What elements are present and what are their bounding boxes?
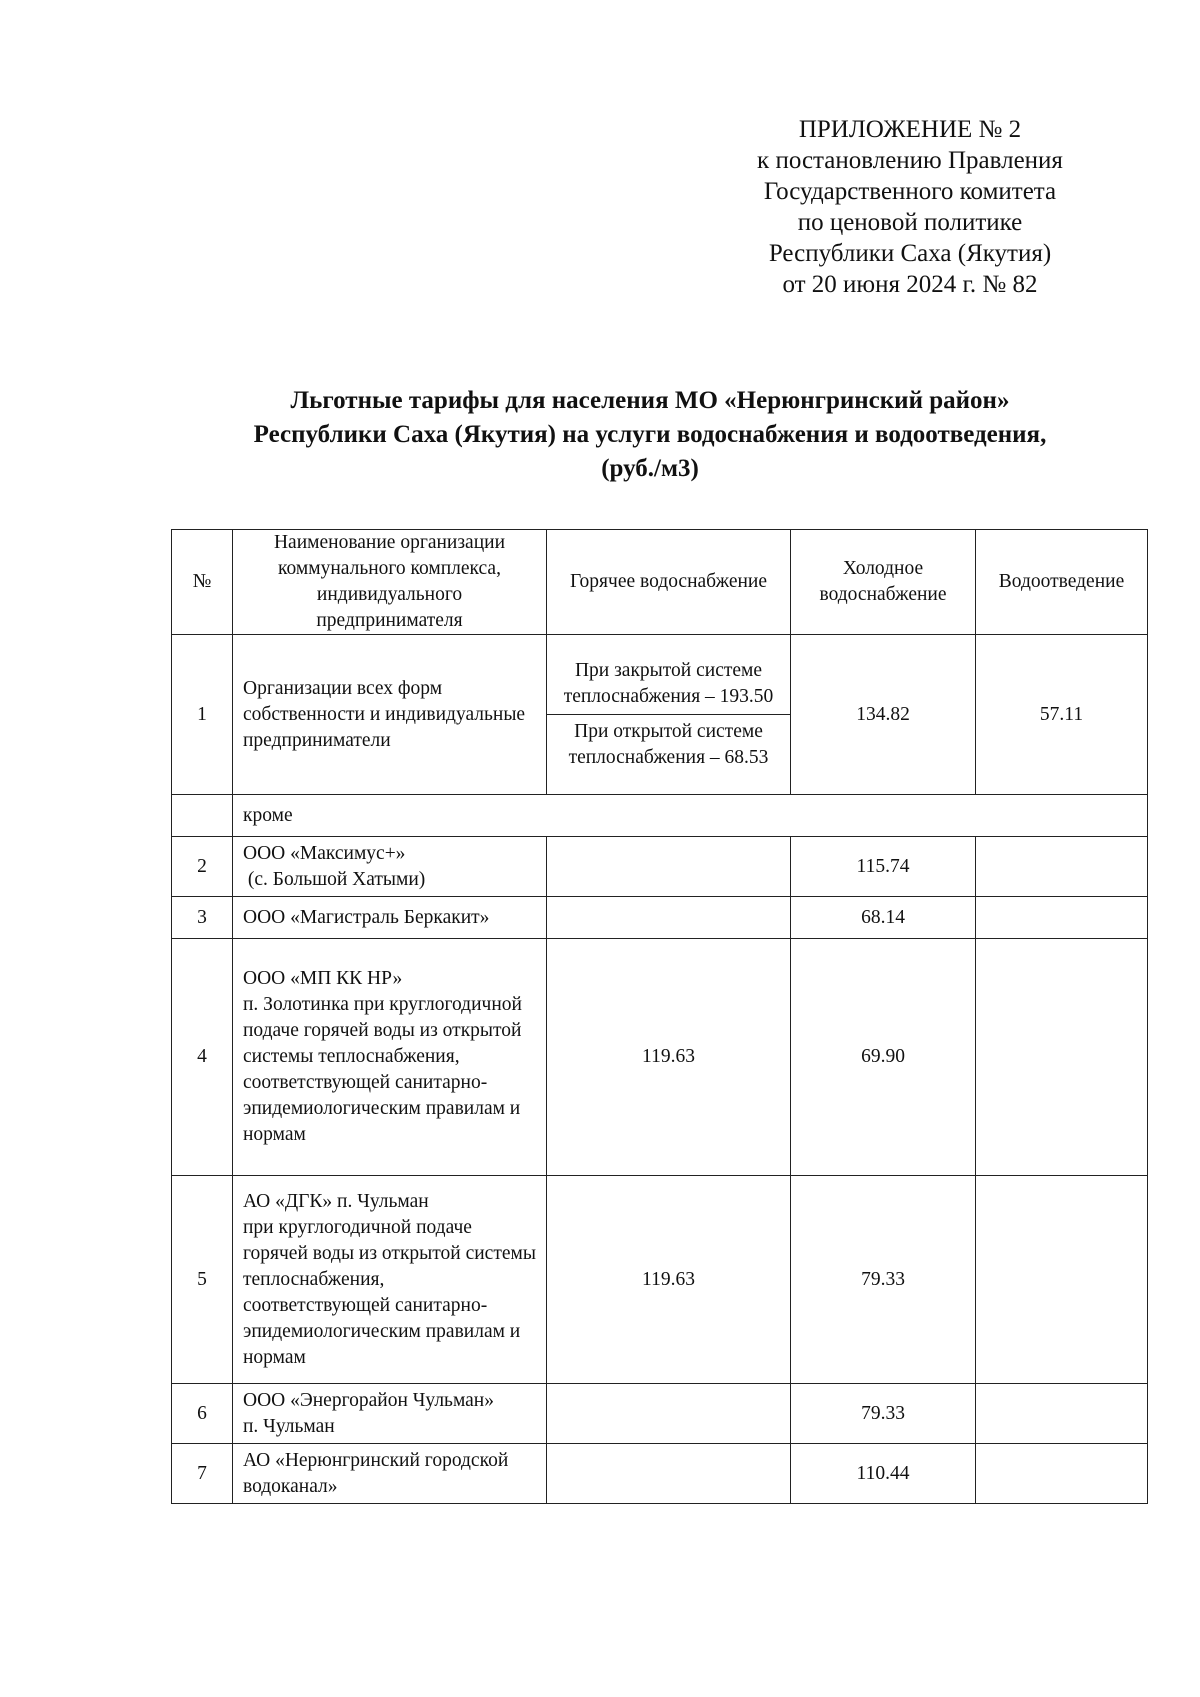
org-condition: при круглогодичной подаче горячей воды из открытой системы теплоснабжения, соответствующей санитарно-эпидемиологическим правилам и нормам xyxy=(243,1216,536,1368)
table-header-row xyxy=(172,530,1148,635)
table-row xyxy=(172,1384,1148,1444)
tariff-table xyxy=(171,529,1148,1504)
appendix-number: ПРИЛОЖЕНИЕ № 2 xyxy=(798,116,1022,143)
table-row xyxy=(172,939,1148,1176)
row-org xyxy=(233,1444,547,1504)
row-hot xyxy=(547,1444,791,1504)
row-hot xyxy=(547,897,791,939)
table-row xyxy=(172,897,1148,939)
row-drain xyxy=(976,897,1148,939)
row-org: Организации всех форм собственности и индивидуальные предприниматели xyxy=(233,635,547,795)
row-num: 1 xyxy=(172,635,233,795)
appendix-line: Республики Саха (Якутия) xyxy=(768,240,1052,267)
table-row xyxy=(172,837,1148,897)
document-title xyxy=(150,384,1150,486)
except-label: кроме xyxy=(233,795,1148,837)
row-num: 7 xyxy=(172,1444,233,1504)
org-name: ООО «МП КК НР» xyxy=(243,968,403,989)
row-num: 6 xyxy=(172,1384,233,1444)
except-num xyxy=(172,795,233,837)
org-location: п. Чульман xyxy=(243,1415,335,1437)
row-cold: 134.82 xyxy=(791,635,976,795)
title-units: (руб./м3) xyxy=(601,455,699,482)
row-num: 3 xyxy=(172,897,233,939)
header-hot-water: Горячее водоснабжение xyxy=(547,530,791,635)
header-org: Наименование организации коммунального комплекса, индивидуального предпринимателя xyxy=(233,530,547,635)
row-cold: 68.14 xyxy=(791,897,976,939)
row-cold: 79.33 xyxy=(791,1176,976,1384)
title-line: Республики Саха (Якутия) на услуги водоснабжения и водоотведения, xyxy=(253,421,1047,448)
row-cold: 115.74 xyxy=(791,837,976,897)
except-row xyxy=(172,795,1148,837)
hot-water-cell xyxy=(547,635,791,795)
row-num: 5 xyxy=(172,1176,233,1384)
row-org xyxy=(233,939,547,1176)
title-line: Льготные тарифы для населения МО «Нерюнгринский район» xyxy=(290,387,1010,414)
org-name: ООО «Максимус+» xyxy=(243,842,406,864)
row-cold: 110.44 xyxy=(791,1444,976,1504)
appendix-header xyxy=(700,114,1120,300)
appendix-date: от 20 июня 2024 г. № 82 xyxy=(782,271,1038,298)
row-num: 4 xyxy=(172,939,233,1176)
org-location: (с. Большой Хатыми) xyxy=(243,868,426,890)
row-cold: 69.90 xyxy=(791,939,976,1176)
row-org xyxy=(233,837,547,897)
org-condition: п. Золотинка при круглогодичной подаче горячей воды из открытой системы теплоснабжения, соответствующей санитарно-эпидемиологическим правилам и нормам xyxy=(243,994,522,1145)
org-name: АО «Нерюнгринский городской водоканал» xyxy=(243,1449,509,1497)
row-drain xyxy=(976,837,1148,897)
header-num: № xyxy=(172,530,233,635)
table-row xyxy=(172,1176,1148,1384)
row-drain xyxy=(976,1444,1148,1504)
appendix-line: Государственного комитета xyxy=(763,178,1057,205)
row-drain xyxy=(976,1176,1148,1384)
hot-closed-system: При закрытой системе теплоснабжения – 193.50 xyxy=(563,660,774,707)
row-num: 2 xyxy=(172,837,233,897)
table-row xyxy=(172,1444,1148,1504)
row-hot: 119.63 xyxy=(547,1176,791,1384)
row-hot: 119.63 xyxy=(547,939,791,1176)
hot-open-system: При открытой системе теплоснабжения – 68.53 xyxy=(547,714,790,775)
row-org xyxy=(233,897,547,939)
row-hot xyxy=(547,837,791,897)
row-org xyxy=(233,1176,547,1384)
row-cold: 79.33 xyxy=(791,1384,976,1444)
row-org xyxy=(233,1384,547,1444)
row-hot xyxy=(547,1384,791,1444)
row-drain xyxy=(976,1384,1148,1444)
header-drainage: Водоотведение xyxy=(976,530,1148,635)
org-name: ООО «Магистраль Беркакит» xyxy=(243,906,490,928)
appendix-line: к постановлению Правления xyxy=(757,147,1063,174)
table-row xyxy=(172,635,1148,795)
row-drain: 57.11 xyxy=(976,635,1148,795)
header-cold-water: Холодное водоснабжение xyxy=(791,530,976,635)
org-name: АО «ДГК» п. Чульман xyxy=(243,1190,429,1212)
org-name: ООО «Энергорайон Чульман» xyxy=(243,1389,494,1411)
row-drain xyxy=(976,939,1148,1176)
appendix-line: по ценовой политике xyxy=(797,209,1023,236)
